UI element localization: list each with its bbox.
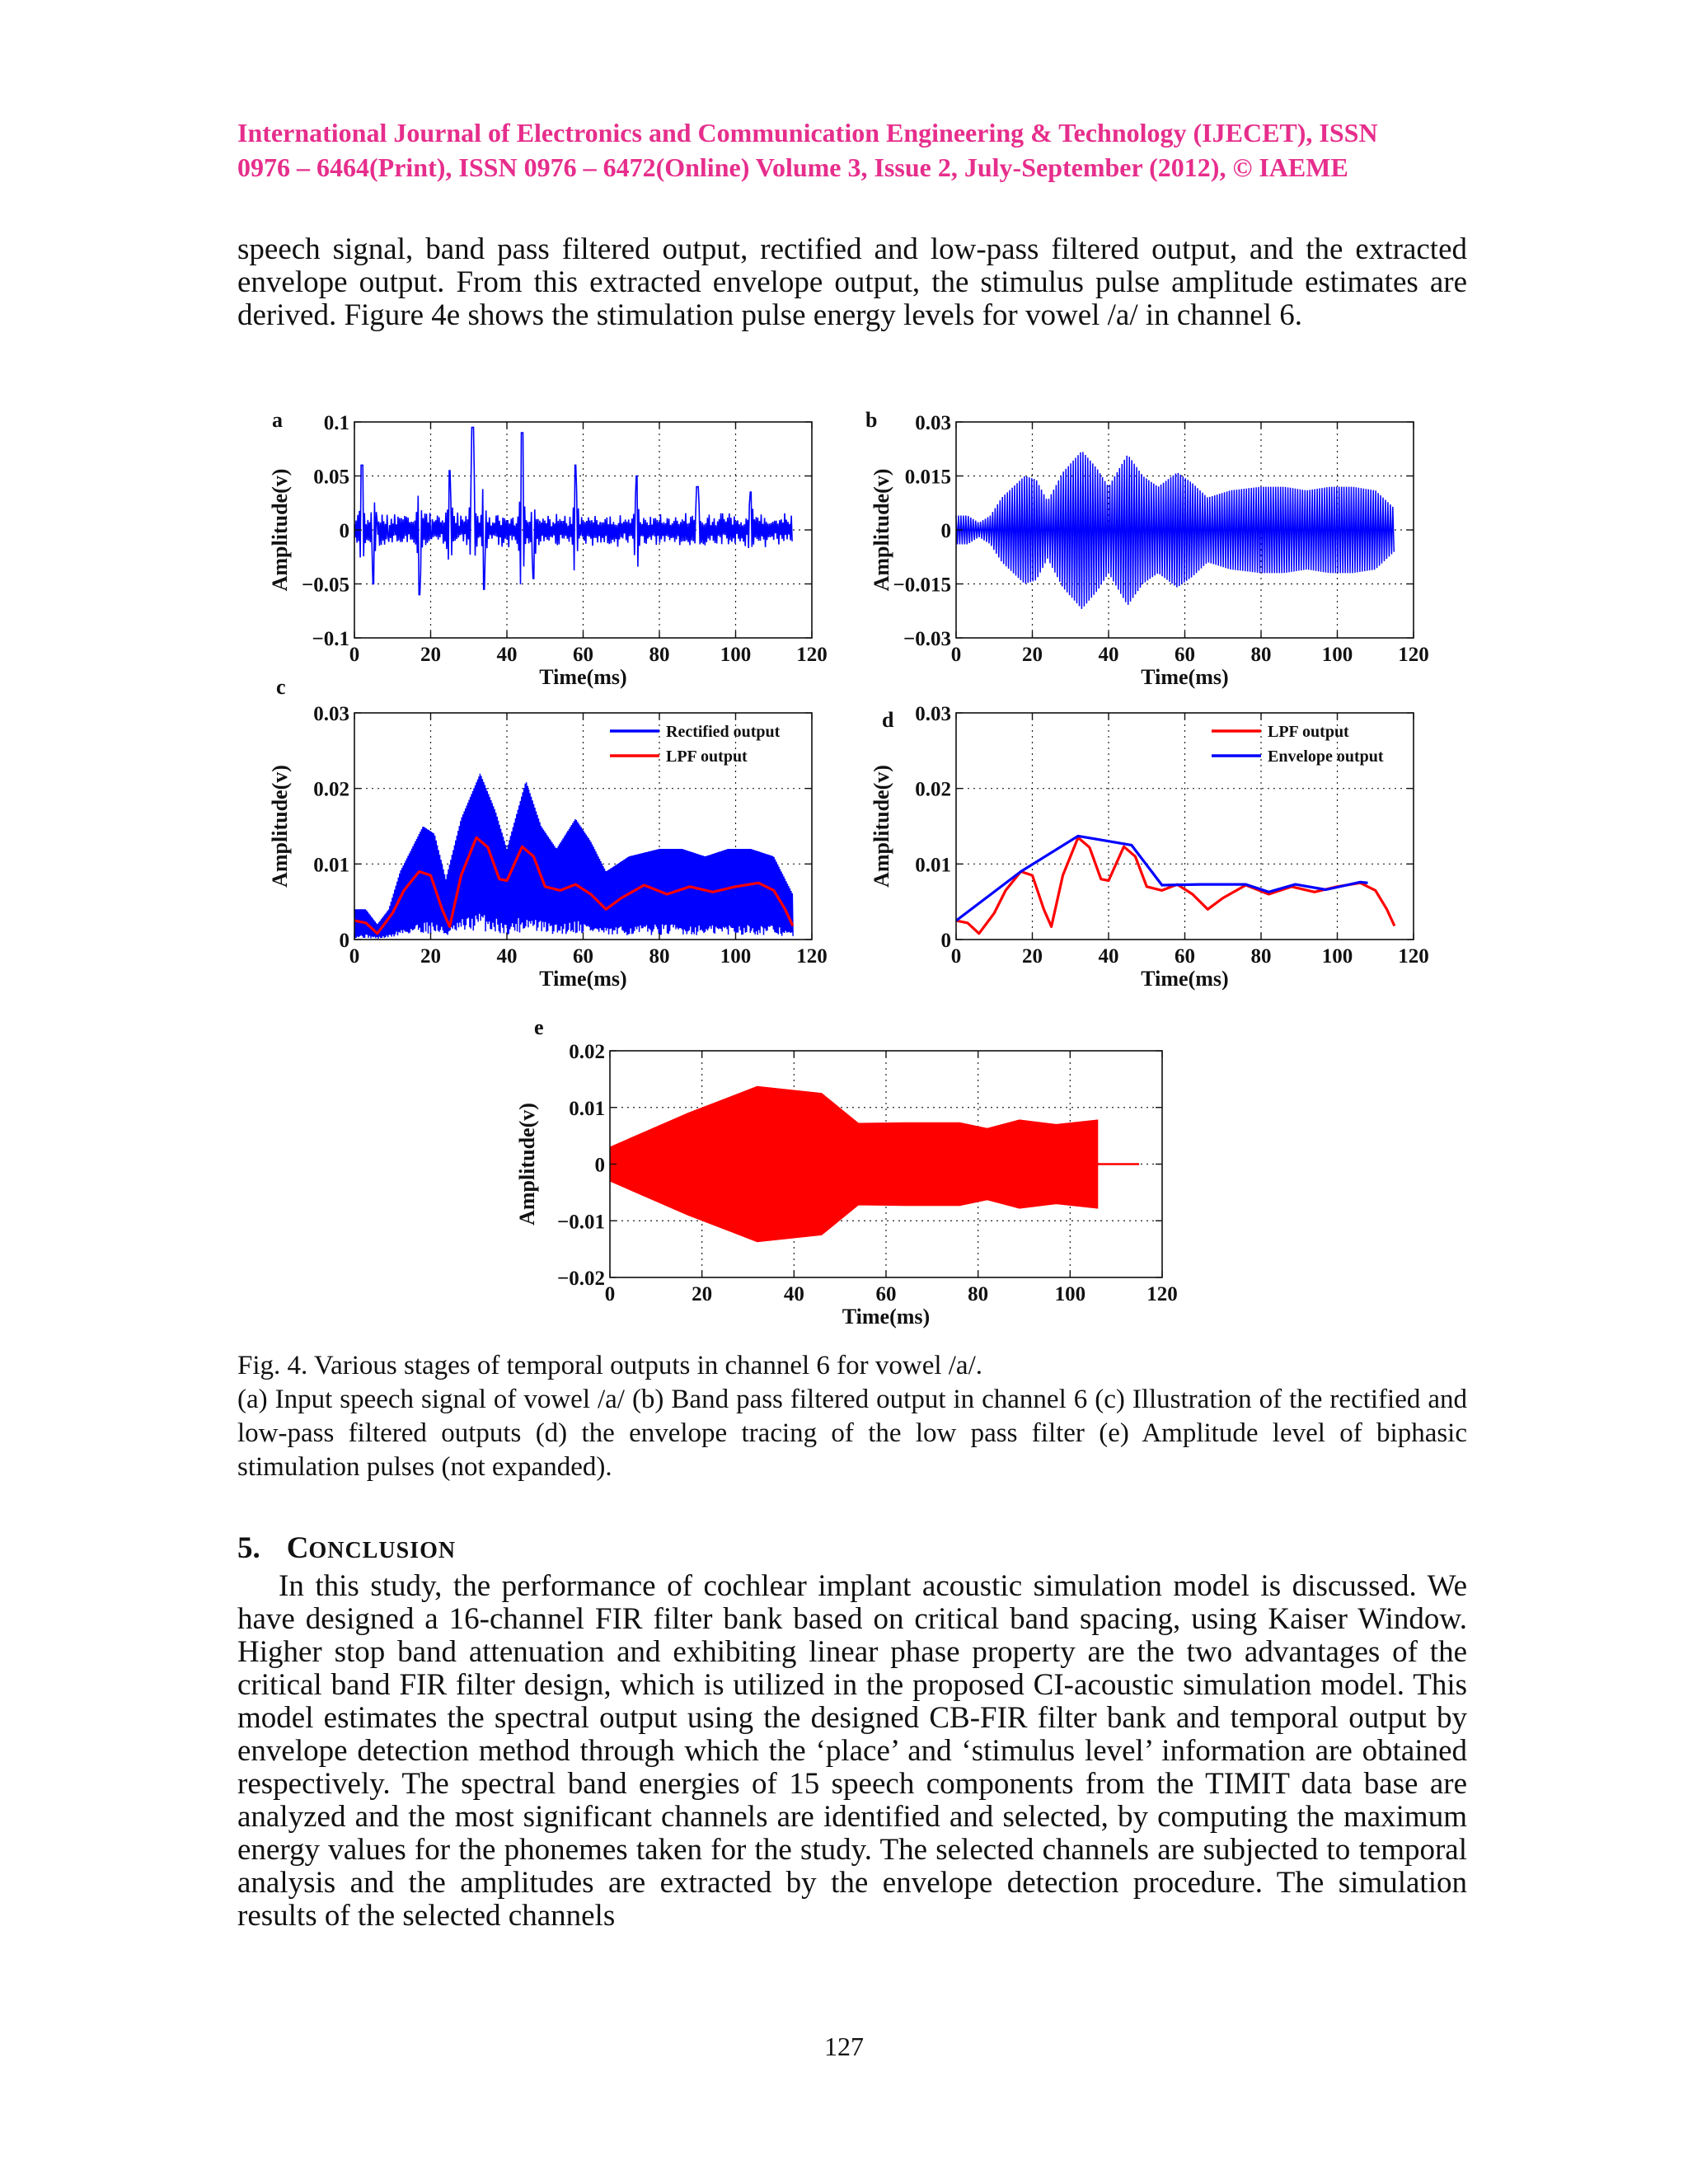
x-tick-label: 60 bbox=[875, 1283, 897, 1305]
chart-panel-e bbox=[511, 1015, 1187, 1347]
intro-paragraph: speech signal, band pass filtered output, rectified and low-pass filtered output, and the extracted envelope output. From this extracted envelope output, the stimulus pulse amplitude estimates are derived. Figure 4e shows the stimulation pulse energy levels for vowel /a/ in channel 6. bbox=[237, 232, 1467, 332]
x-tick-label: 60 bbox=[573, 945, 593, 968]
x-tick-label: 0 bbox=[604, 1283, 616, 1305]
chart-panel-c bbox=[256, 676, 849, 1005]
plot-area bbox=[956, 452, 1394, 609]
panel-letter: c bbox=[276, 675, 286, 699]
legend bbox=[1212, 723, 1384, 766]
legend-label: Rectified output bbox=[666, 723, 781, 741]
y-tick-label: −0.02 bbox=[557, 1268, 605, 1290]
x-tick-label: 40 bbox=[1098, 945, 1119, 968]
figure-caption-title: Fig. 4. Various stages of temporal outputs in channel 6 for vowel /a/. bbox=[237, 1351, 982, 1380]
conclusion-paragraph: In this study, the performance of cochlear implant acoustic simulation model is discussed. We have designed a 16-channel FIR filter bank based on critical band spacing, using Kaiser Window. Higher stop band attenuation and exhibiting linear phase property are the two advantages of the critical band FIR filter design, which is utilized in the proposed CI-acoustic simulation model. This model estimates the spectral output using the designed CB-FIR filter bank and temporal output by envelope detection method through which the ‘place’ and ‘stimulus level’ information are obtained respectively. The spectral band energies of 15 speech components from the TIMIT data base are analyzed and the most significant channels are identified and selected, by computing the maximum energy values for the phonemes taken for the study. The selected channels are subjected to temporal analysis and the amplitudes are extracted by the envelope detection procedure. The simulation results of the selected channels bbox=[237, 1569, 1467, 1933]
series-line bbox=[956, 836, 1368, 921]
figure-caption-body: (a) Input speech signal of vowel /a/ (b) Band pass filtered output in channel 6 (c) Illustration of the rectified and low-pass filtered outputs (d) the envelope tracing of the low pass filter (e) Amplitude level of biphasic stimulation pulses (not expanded). bbox=[237, 1385, 1467, 1482]
plot-area bbox=[354, 774, 793, 939]
x-tick-label: 0 bbox=[349, 644, 360, 666]
legend-label: LPF output bbox=[666, 748, 748, 766]
y-tick-label: −0.05 bbox=[302, 574, 349, 597]
x-tick-label: 80 bbox=[649, 644, 670, 666]
x-axis-label: Time(ms) bbox=[539, 967, 627, 991]
y-tick-label: 0 bbox=[940, 520, 951, 542]
y-axis-label: Amplitude(v) bbox=[268, 765, 292, 888]
journal-header-line-2: 0976 – 6464(Print), ISSN 0976 – 6472(Online) Volume 3, Issue 2, July-September (2012), © IAEME bbox=[237, 152, 1348, 182]
x-tick-label: 120 bbox=[1398, 945, 1429, 968]
panel-letter: a bbox=[272, 408, 283, 432]
legend-label: LPF output bbox=[1268, 723, 1349, 741]
y-tick-label: 0.03 bbox=[915, 703, 951, 725]
y-tick-label: 0.01 bbox=[569, 1097, 605, 1120]
plot-area bbox=[610, 1086, 1139, 1241]
chart-panel-d bbox=[857, 676, 1451, 1005]
x-tick-label: 100 bbox=[720, 945, 752, 968]
x-tick-label: 60 bbox=[1175, 644, 1195, 666]
journal-header bbox=[237, 115, 1467, 185]
panel-letter: d bbox=[882, 708, 894, 732]
y-tick-label: 0.1 bbox=[323, 412, 349, 434]
series-waveform bbox=[354, 428, 792, 595]
x-tick-label: 20 bbox=[420, 945, 441, 968]
y-tick-label: 0.01 bbox=[313, 854, 349, 877]
chart-panel-a bbox=[256, 404, 849, 689]
y-axis-label: Amplitude(v) bbox=[515, 1103, 539, 1226]
y-tick-label: −0.015 bbox=[893, 574, 951, 597]
y-tick-label: 0 bbox=[594, 1154, 605, 1177]
page-number: 127 bbox=[824, 2032, 864, 2061]
x-tick-label: 80 bbox=[968, 1283, 989, 1305]
plot-area bbox=[354, 428, 792, 595]
x-tick-label: 120 bbox=[1146, 1283, 1178, 1305]
y-tick-label: −0.01 bbox=[557, 1211, 605, 1234]
x-tick-label: 60 bbox=[1175, 945, 1195, 968]
x-tick-label: 100 bbox=[1321, 945, 1353, 968]
x-tick-label: 0 bbox=[349, 945, 360, 968]
y-tick-label: 0.03 bbox=[313, 703, 349, 725]
y-tick-label: 0.02 bbox=[313, 778, 349, 801]
panel-letter: b bbox=[865, 408, 878, 432]
panel-letter: e bbox=[534, 1015, 544, 1039]
y-tick-label: 0.05 bbox=[313, 466, 349, 489]
journal-header-line-1: International Journal of Electronics and Communication Engineering & Technology (IJECET), ISSN bbox=[237, 118, 1378, 148]
x-tick-label: 0 bbox=[950, 644, 962, 666]
y-tick-label: 0 bbox=[339, 930, 349, 952]
x-axis-label: Time(ms) bbox=[842, 1305, 931, 1329]
y-axis-label: Amplitude(v) bbox=[870, 765, 893, 888]
x-tick-label: 100 bbox=[720, 644, 752, 666]
x-tick-label: 20 bbox=[1022, 945, 1043, 968]
x-tick-label: 60 bbox=[573, 644, 593, 666]
y-tick-label: 0.02 bbox=[915, 778, 951, 801]
chart-panel-b bbox=[857, 404, 1451, 689]
y-tick-label: 0.01 bbox=[915, 854, 951, 877]
y-axis-label: Amplitude(v) bbox=[268, 468, 292, 592]
y-tick-label: 0 bbox=[940, 930, 951, 952]
x-tick-label: 120 bbox=[1398, 644, 1429, 666]
figure-caption bbox=[237, 1349, 1467, 1484]
section-title-rest: ONCLUSION bbox=[308, 1538, 457, 1563]
y-tick-label: −0.03 bbox=[903, 628, 951, 650]
legend bbox=[610, 723, 781, 766]
x-tick-label: 40 bbox=[783, 1283, 804, 1305]
x-tick-label: 20 bbox=[1022, 644, 1043, 666]
y-tick-label: −0.1 bbox=[312, 628, 349, 650]
y-tick-label: 0 bbox=[339, 520, 349, 542]
x-tick-label: 20 bbox=[420, 644, 441, 666]
x-tick-label: 40 bbox=[496, 644, 518, 666]
x-tick-label: 80 bbox=[1250, 644, 1272, 666]
x-tick-label: 120 bbox=[796, 644, 828, 666]
plot-area bbox=[956, 836, 1395, 933]
x-axis-label: Time(ms) bbox=[539, 665, 627, 689]
x-tick-label: 100 bbox=[1054, 1283, 1086, 1305]
x-tick-label: 100 bbox=[1321, 644, 1353, 666]
legend-label: Envelope output bbox=[1268, 748, 1384, 766]
x-tick-label: 0 bbox=[950, 945, 962, 968]
section-number: 5. bbox=[237, 1531, 260, 1565]
series-rectified-output bbox=[354, 774, 793, 939]
x-tick-label: 80 bbox=[1250, 945, 1272, 968]
y-tick-label: 0.03 bbox=[915, 412, 951, 434]
x-tick-label: 120 bbox=[796, 945, 828, 968]
x-tick-label: 20 bbox=[692, 1283, 713, 1305]
x-tick-label: 40 bbox=[1098, 644, 1119, 666]
section-heading bbox=[237, 1530, 456, 1566]
x-tick-label: 80 bbox=[649, 945, 670, 968]
y-axis-label: Amplitude(v) bbox=[870, 468, 893, 592]
series-stimulation-pulses bbox=[610, 1086, 1098, 1241]
y-tick-label: 0.02 bbox=[569, 1041, 605, 1063]
x-axis-label: Time(ms) bbox=[1141, 665, 1229, 689]
x-axis-label: Time(ms) bbox=[1141, 967, 1229, 991]
x-tick-label: 40 bbox=[496, 945, 518, 968]
y-tick-label: 0.015 bbox=[904, 466, 951, 489]
series-bandpass bbox=[956, 452, 1394, 609]
section-title-initial: C bbox=[286, 1531, 309, 1565]
